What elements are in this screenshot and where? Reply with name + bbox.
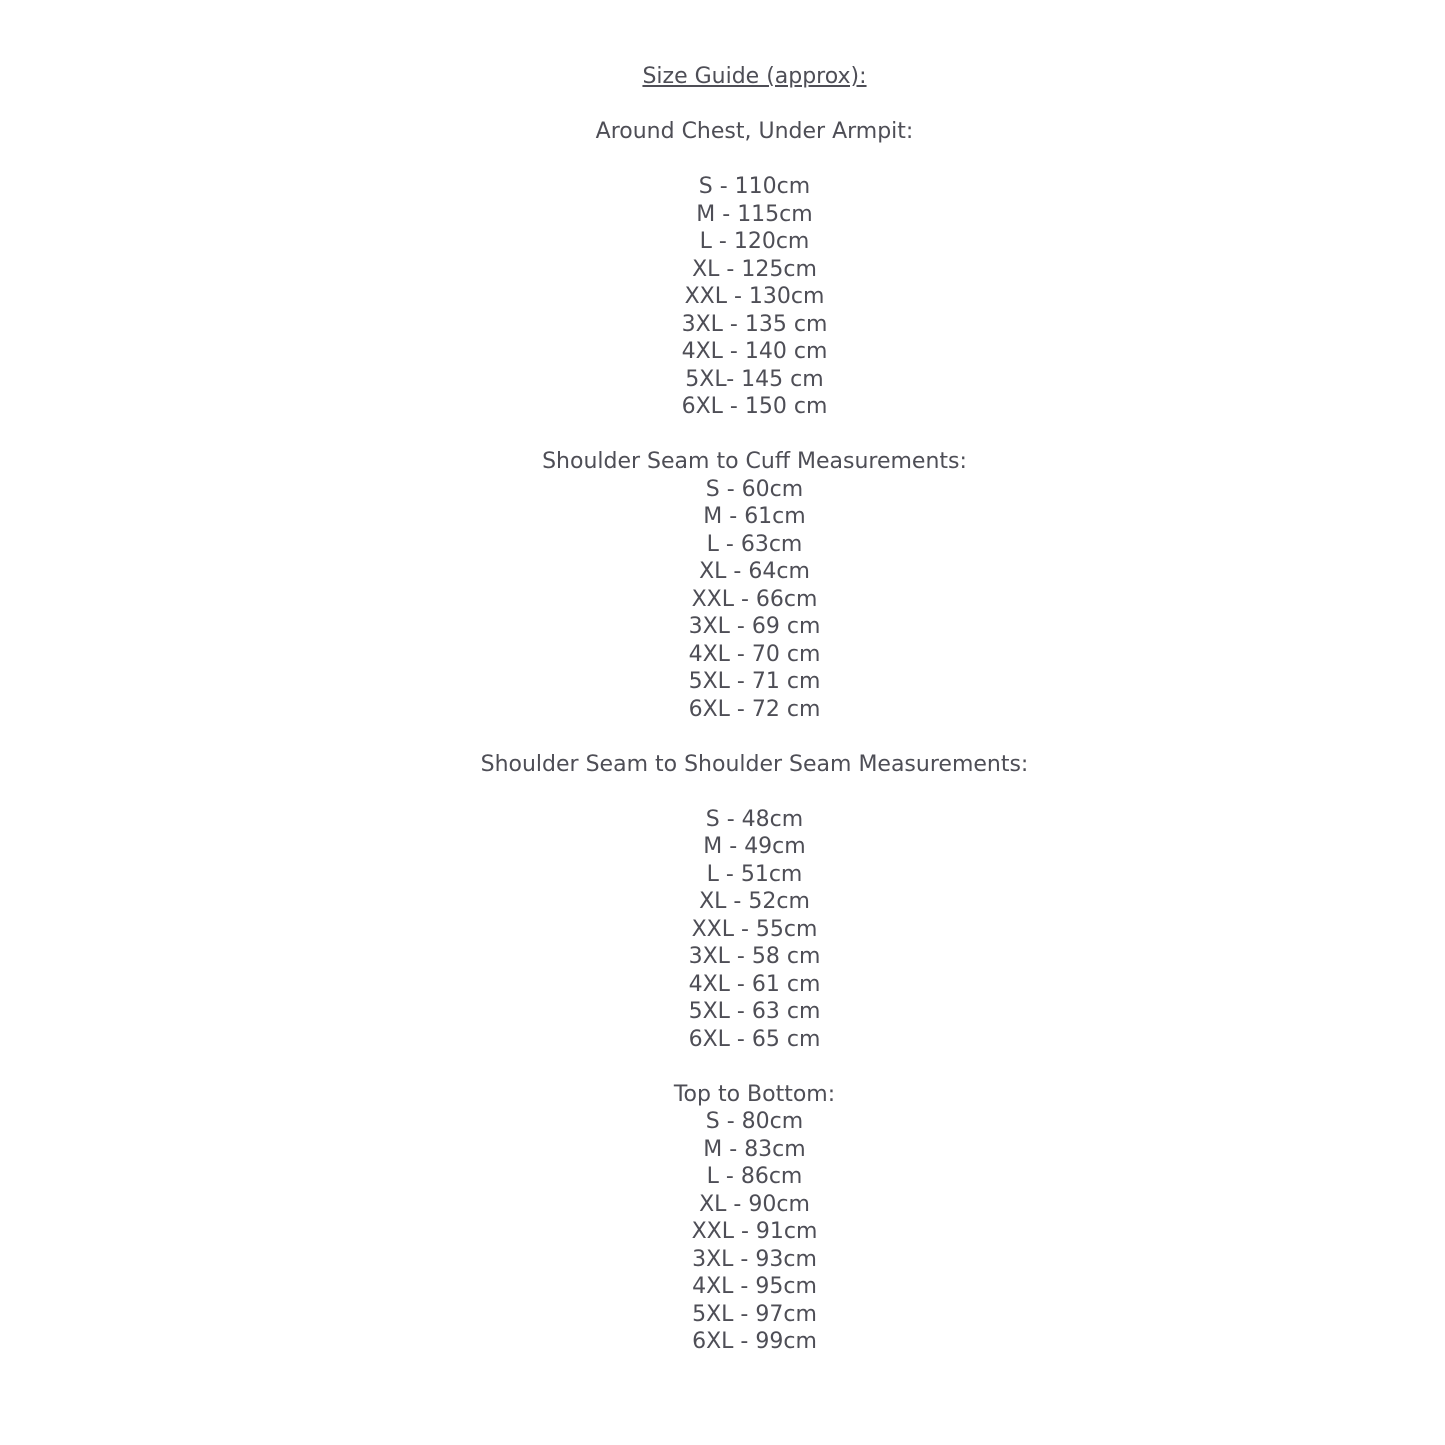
measurement-line: XL - 52cm <box>699 889 810 914</box>
measurement-line: 6XL - 99cm <box>692 1329 817 1354</box>
measurement-line: S - 80cm <box>705 1109 804 1134</box>
measurement-line: XL - 90cm <box>699 1191 810 1217</box>
measurement-line: 4XL - 140 cm <box>681 339 828 364</box>
spacer <box>64 778 1445 806</box>
measurement-line: 4XL - 95cm <box>692 1274 817 1299</box>
measurement-line: M - 61cm <box>703 504 806 529</box>
measurement-line: L - 51cm <box>706 861 803 887</box>
section-title-chest: Around Chest, Under Armpit: <box>595 119 914 144</box>
spacer <box>64 723 1445 751</box>
measurement-line: XXL - 66cm <box>691 586 818 612</box>
measurement-line: M - 83cm <box>703 1136 806 1162</box>
measurement-line: L - 86cm <box>706 1164 803 1189</box>
measurement-line: M - 49cm <box>703 834 806 859</box>
measurement-line: 6XL - 65 cm <box>688 1026 821 1052</box>
measurement-line: 3XL - 93cm <box>692 1246 817 1272</box>
measurement-line: XXL - 91cm <box>691 1219 818 1244</box>
measurement-line: L - 120cm <box>699 229 810 254</box>
page-title: Size Guide (approx): <box>642 64 867 89</box>
measurement-line: 5XL- 145 cm <box>685 366 824 392</box>
measurement-line: 5XL - 97cm <box>692 1301 817 1327</box>
measurement-line: XXL - 55cm <box>691 916 818 942</box>
measurement-line: 6XL - 72 cm <box>688 696 821 722</box>
spacer <box>64 1053 1445 1081</box>
measurement-line: 4XL - 70 cm <box>688 641 821 667</box>
measurement-line: 6XL - 150 cm <box>681 394 828 419</box>
measurement-line: S - 110cm <box>698 174 811 199</box>
measurement-line: 5XL - 63 cm <box>688 999 821 1024</box>
section-title-cuff: Shoulder Seam to Cuff Measurements: <box>542 449 967 474</box>
spacer <box>64 146 1445 174</box>
measurement-line: 3XL - 58 cm <box>688 944 821 969</box>
measurement-line: 3XL - 135 cm <box>681 311 828 337</box>
measurement-line: S - 60cm <box>705 476 804 502</box>
size-guide-document <box>64 0 1445 1356</box>
measurement-line: M - 115cm <box>696 201 813 227</box>
measurement-line: S - 48cm <box>705 806 804 832</box>
measurement-line: 5XL - 71 cm <box>688 669 821 694</box>
spacer <box>64 91 1445 119</box>
measurement-line: 3XL - 69 cm <box>688 614 821 639</box>
section-title-length: Top to Bottom: <box>673 1081 836 1107</box>
measurement-line: L - 63cm <box>706 531 803 557</box>
measurement-line: XXL - 130cm <box>684 284 825 309</box>
measurement-line: 4XL - 61 cm <box>688 971 821 997</box>
measurement-line: XL - 64cm <box>699 559 810 584</box>
measurement-line: XL - 125cm <box>692 256 817 282</box>
section-title-shoulder: Shoulder Seam to Shoulder Seam Measurements: <box>480 751 1029 777</box>
spacer <box>64 421 1445 449</box>
